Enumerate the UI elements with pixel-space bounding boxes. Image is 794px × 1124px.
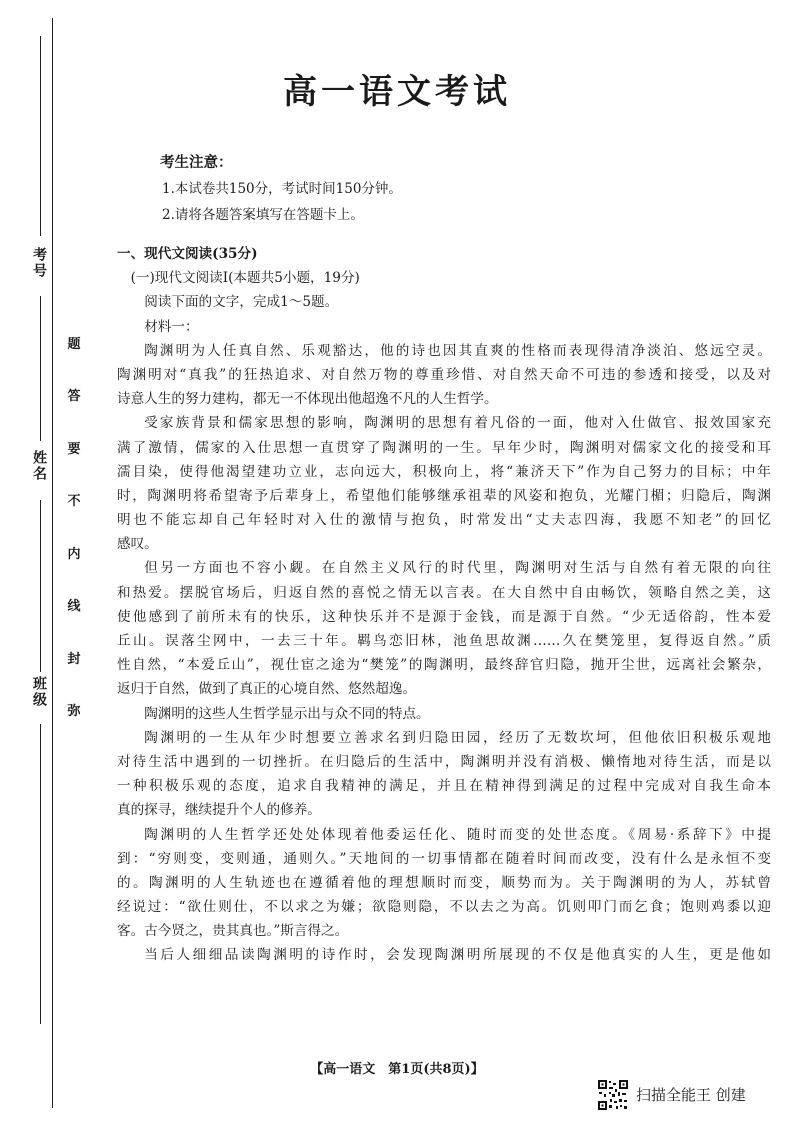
passage-line: 明也不能忘却自己年轻时对入仕的激情与抱负，时常发出“丈夫志四海，我愿不知老”的回忆 [117, 512, 771, 529]
candidate-notice [160, 150, 402, 228]
passage-line: 受家族背景和儒家思想的影响，陶渊明的思想有着凡俗的一面，他对入仕做官、报效国家充 [144, 415, 771, 432]
passage-line: 陶渊明的人生哲学还处处体现着他委运任化、随时而变的处世态度。《周易·系辞下》中提 [144, 826, 771, 843]
seal-char: 题 [67, 337, 81, 352]
passage-line: 时，陶渊明将希望寄予后辈身上，希望他们能够继承祖辈的风姿和抱负，光耀门楣；归隐后，陶渊 [117, 487, 771, 504]
name-label: 姓名 [31, 450, 47, 482]
passage-line: 满了激情，儒家的入仕思想一直贯穿了陶渊明的一生。早年少时，陶渊明对儒家文化的接受和耳 [117, 439, 771, 456]
passage-line: 对待生活中遇到的一切挫折。在归隐后的生活中，陶渊明并没有消极、懒惰地对待生活，而是以 [117, 753, 771, 770]
passage-line: 客。古今贤之，贵其真也。”斯言得之。 [117, 923, 349, 940]
subsection-heading: (一)现代文阅读Ⅰ(本题共5小题，19分) [130, 270, 360, 287]
seal-char: 要 [67, 441, 81, 457]
passage-line: 陶渊明的一生从年少时想要立善求名到归隐田园，经历了无数坎坷，但他依旧积极乐观地 [144, 729, 771, 746]
material-label: 材料一： [144, 318, 199, 335]
passage-line: 使他感到了前所未有的快乐，这种快乐并不是源于金钱，而是源于自然。“少无适俗韵，性本爱 [117, 608, 771, 625]
passage-line: 丘山。误落尘网中，一去三十年。羁鸟恋旧林，池鱼思故渊……久在樊笼里，复得返自然。”质 [117, 633, 771, 649]
passage-line: 一种积极乐观的态度，追求自我精神的满足，并且在精神得到满足的过程中完成对自我生命本 [117, 778, 771, 795]
passage-line: 当后人细细品读陶渊明的诗作时，会发现陶渊明所展现的不仅是他真实的人生，更是他如 [144, 947, 771, 964]
passage-line: 感叹。 [117, 536, 158, 553]
passage-line: 到：“穷则变，变则通，通则久。”天地间的一切事情都在随着时间而改变，没有什么是永恒不变 [117, 850, 771, 867]
notice-item: 2.请将各题答案填写在答题卡上。 [162, 207, 364, 223]
passage-line: 真的探寻，继续提升个人的修养。 [117, 802, 321, 819]
seal-char: 不 [67, 494, 81, 510]
passage-line: 陶渊明为人任真自然、乐观豁达，他的诗也因其直爽的性格而表现得清净淡泊、悠远空灵。 [144, 342, 771, 359]
passage-line: 经说过：“欲仕则仕，不以求之为嫌；欲隐则隐，不以去之为高。饥则叩门而乞食；饱则鸡黍以迎 [117, 899, 771, 916]
passage-line: 性自然，“本爱丘山”，视仕宦之途为“樊笼”的陶渊明，最终辞官归隐，抛开尘世，远离社会繁杂， [117, 657, 771, 674]
passage-line: 濡目染，使得他渴望建功立业，志向远大，积极向上，将“兼济天下”作为自己努力的目标；中年 [117, 463, 771, 480]
passage-line: 返归于自然，做到了真正的心境自然、悠然超逸。 [117, 681, 417, 698]
exam-no-label: 考号 [31, 247, 47, 279]
passage-line: 陶渊明的这些人生哲学显示出与众不同的特点。 [144, 705, 430, 722]
binding-margin [0, 0, 100, 1124]
page-footer: 【高一语文 第1页(共8页)】 [310, 1062, 484, 1077]
qr-code-icon [597, 1079, 629, 1111]
passage-line: 但另一方面也不容小觑。在自然主义风行的时代里，陶渊明对生活与自然有着无限的向往 [144, 560, 771, 577]
scanner-watermark: 扫描全能王 创建 [636, 1086, 746, 1104]
seal-char: 答 [67, 389, 81, 405]
notice-item: 1.本试卷共150分，考试时间150分钟。 [162, 181, 402, 197]
seal-char: 封 [67, 651, 81, 667]
reading-passage [117, 242, 771, 968]
passage-line: 诗意人生的努力建构，都无一不体现出他超逸不凡的人生哲学。 [117, 391, 498, 408]
exam-title: 高一语文考试 [283, 72, 511, 112]
seal-char: 内 [67, 546, 81, 562]
class-field-line-lower [40, 724, 41, 1024]
section-heading: 一、现代文阅读(35分) [117, 246, 258, 262]
notice-heading: 考生注意： [160, 154, 233, 171]
passage-line: 和热爱。摆脱官场后，归返自然的喜悦之情无以言表。在大自然中自由畅饮，领略自然之美，这 [117, 584, 771, 601]
seal-warning [64, 338, 84, 718]
class-field-line [40, 500, 41, 672]
passage-line: 的。陶渊明的人生轨迹也在遵循着他的理想顺时而变，顺势而为。关于陶渊明的为人，苏轼曾 [117, 874, 771, 891]
seal-char: 线 [67, 599, 81, 615]
binding-line [52, 18, 53, 1108]
passage-line: 陶渊明对“真我”的狂热追求、对自然万物的尊重珍惜、对自然天命不可违的参透和接受，以及对 [117, 366, 771, 383]
instruction-line: 阅读下面的文字，完成1～5题。 [144, 294, 339, 311]
class-label: 班级 [31, 676, 47, 708]
name-field-line [40, 296, 41, 441]
seal-char: 弥 [67, 703, 81, 719]
